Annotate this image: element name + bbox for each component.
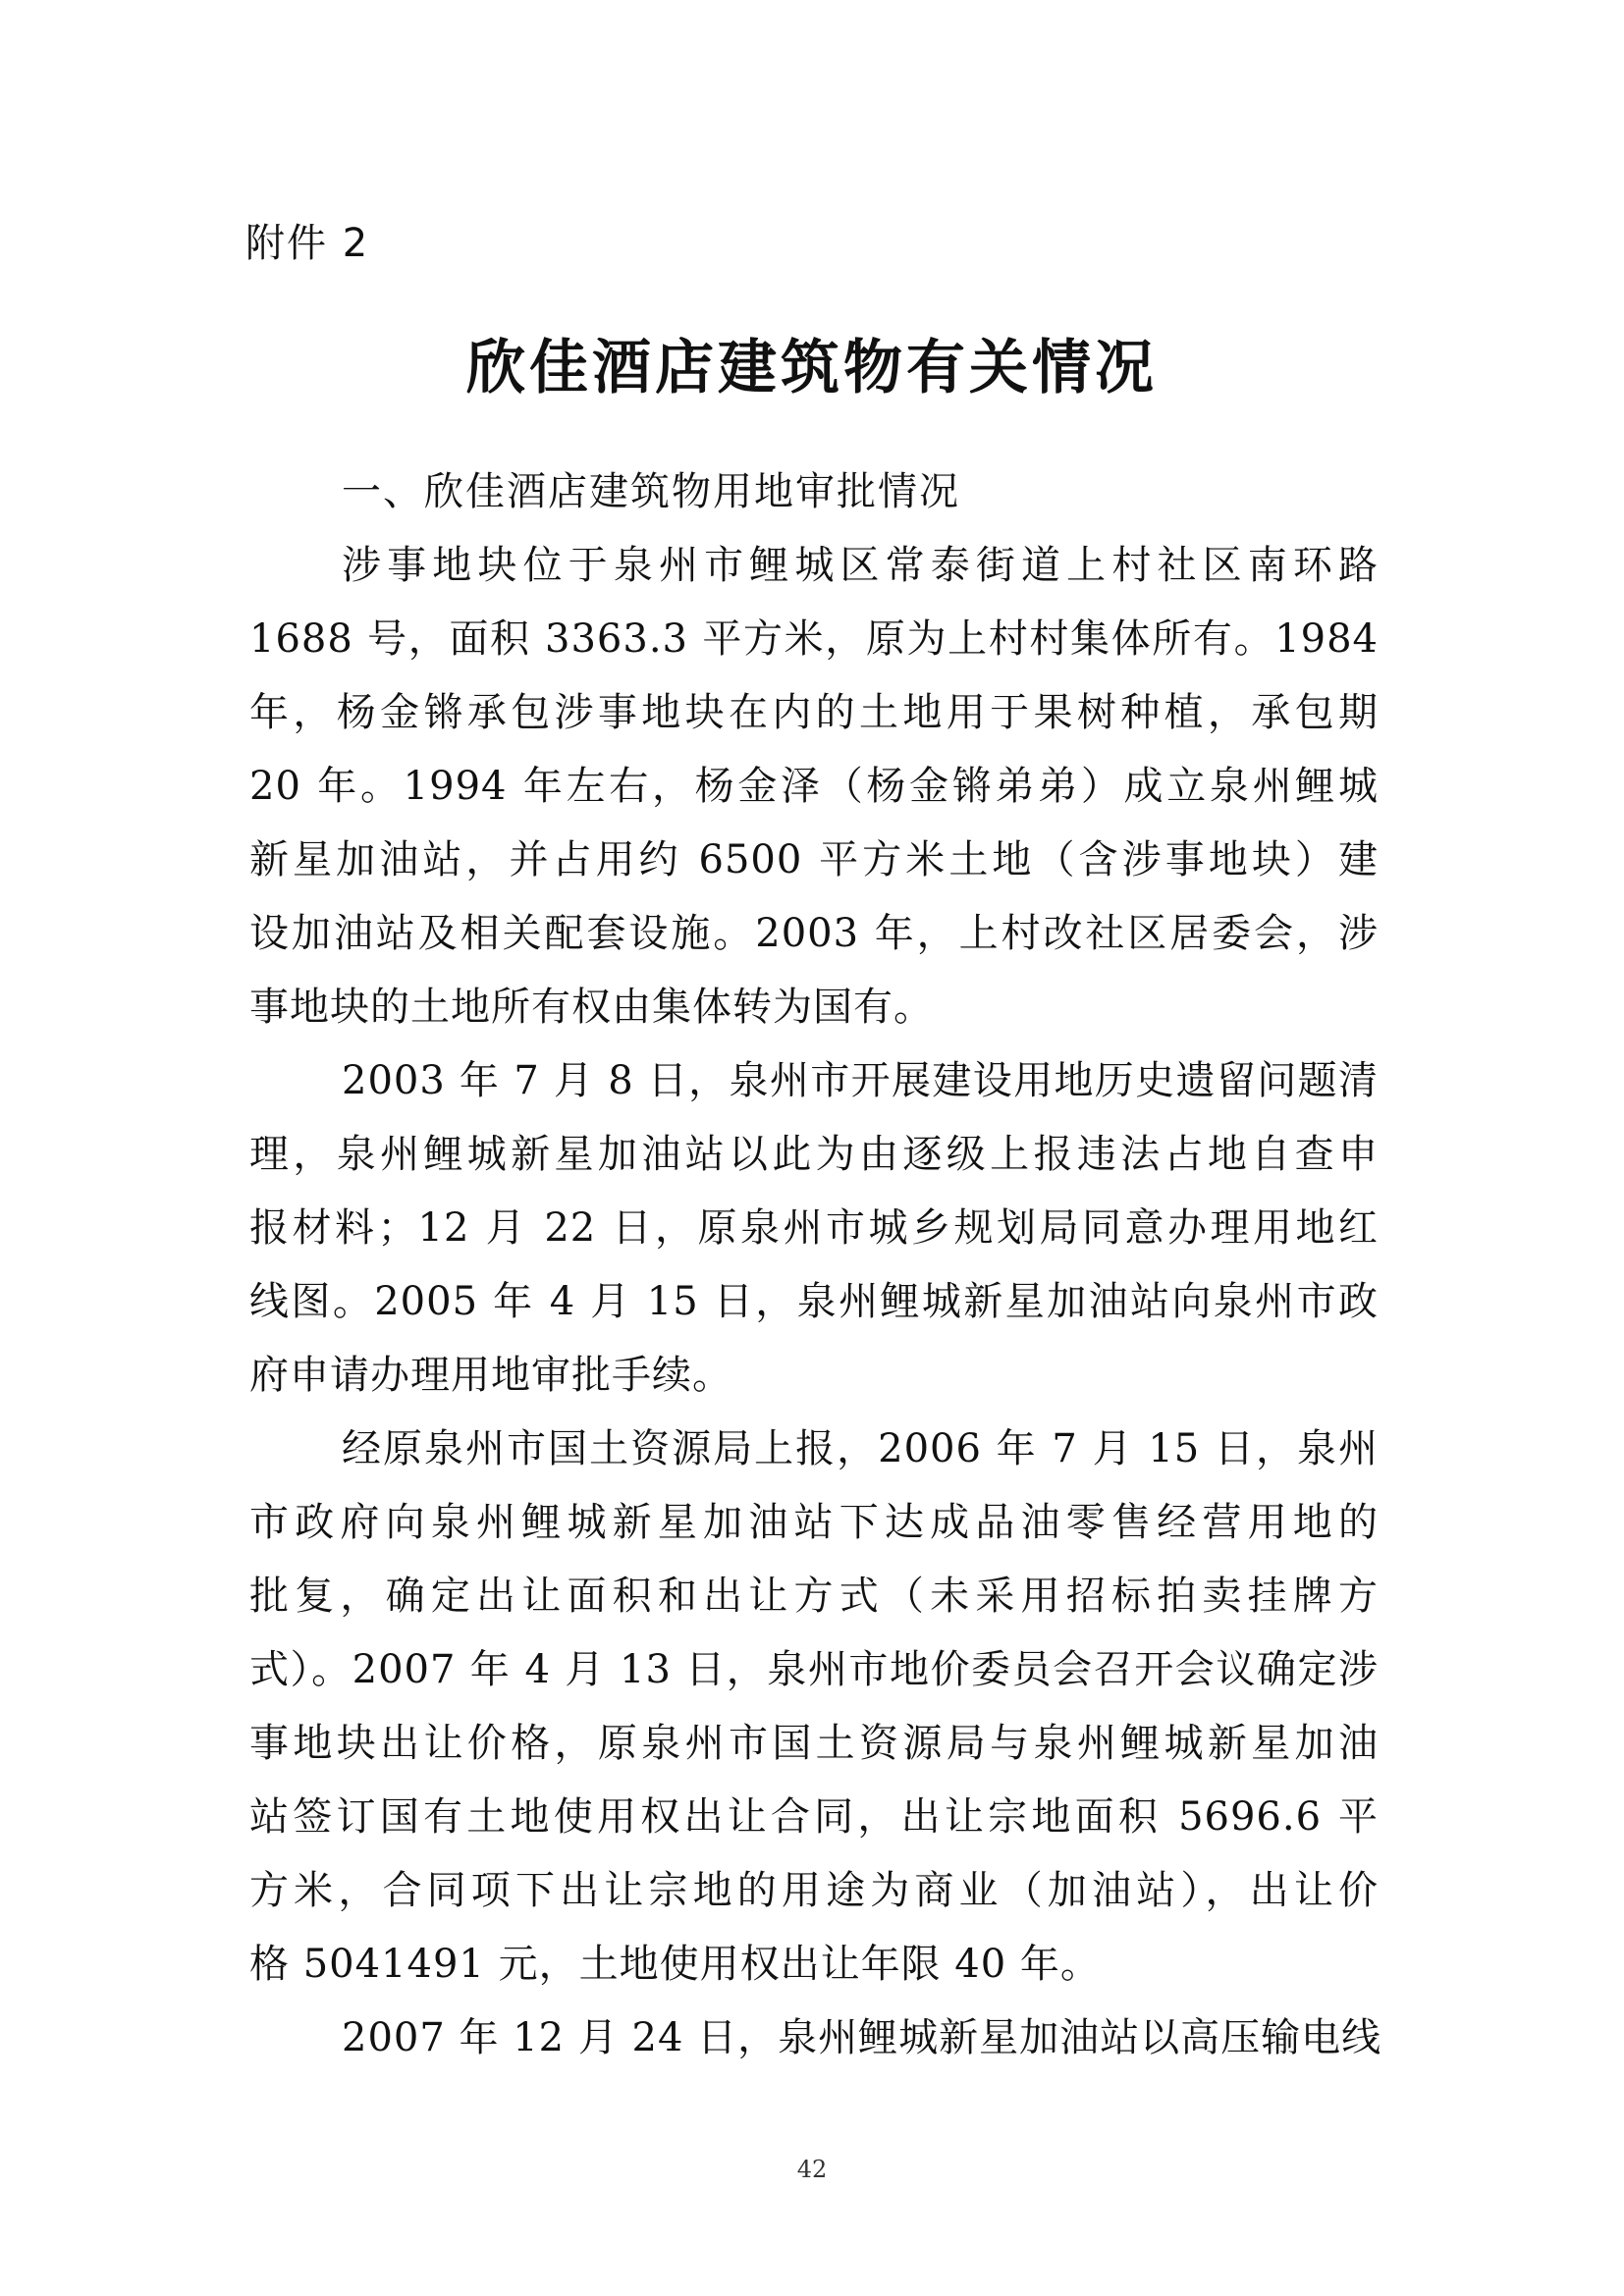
paragraph-list (249, 529, 1382, 2075)
paragraph-line: 方米，合同项下出让宗地的用途为商业（加油站），出让价 (249, 1868, 1379, 1913)
section-heading: 一、欣佳酒店建筑物用地审批情况 (342, 469, 960, 514)
paragraph (249, 2002, 1382, 2075)
paragraph-line: 经原泉州市国土资源局上报，2006 年 7 月 15 日，泉州 (342, 1426, 1379, 1471)
paragraph-line: 线图。2005 年 4 月 15 日，泉州鲤城新星加油站向泉州市政 (249, 1279, 1379, 1324)
paragraph-line: 站签订国有土地使用权出让合同，出让宗地面积 5696.6 平 (249, 1794, 1379, 1840)
paragraph-line: 1688 号，面积 3363.3 平方米，原为上村村集体所有。1984 (249, 616, 1379, 662)
paragraph-line: 2007 年 12 月 24 日，泉州鲤城新星加油站以高压输电线 (342, 2015, 1382, 2060)
page-number: 42 (796, 2156, 828, 2183)
paragraph (249, 1413, 1379, 2002)
paragraph (249, 1044, 1379, 1413)
paragraph-line: 年，杨金锵承包涉事地块在内的土地用于果树种植，承包期 (249, 690, 1379, 735)
paragraph-line: 批复，确定出让面积和出让方式（未采用招标拍卖挂牌方 (249, 1574, 1379, 1619)
paragraph-line: 市政府向泉州鲤城新星加油站下达成品油零售经营用地的 (249, 1500, 1379, 1545)
paragraph-line: 新星加油站，并占用约 6500 平方米土地（含涉事地块）建 (249, 837, 1379, 882)
paragraph-line: 20 年。1994 年左右，杨金泽（杨金锵弟弟）成立泉州鲤城 (249, 764, 1379, 809)
document-title: 欣佳酒店建筑物有关情况 (466, 334, 1158, 402)
paragraph-line: 理，泉州鲤城新星加油站以此为由逐级上报违法占地自查申 (249, 1132, 1379, 1177)
paragraph-line: 涉事地块位于泉州市鲤城区常泰街道上村社区南环路 (342, 543, 1379, 588)
document-body (249, 455, 1382, 2075)
attachment-label: 附件 2 (245, 221, 370, 266)
paragraph-line: 格 5041491 元，土地使用权出让年限 40 年。 (249, 1942, 1101, 1987)
paragraph (249, 529, 1379, 1044)
paragraph-line: 设加油站及相关配套设施。2003 年，上村改社区居委会，涉 (249, 911, 1379, 956)
paragraph-line: 报材料；12 月 22 日，原泉州市城乡规划局同意办理用地红 (249, 1205, 1379, 1251)
paragraph-line: 式）。2007 年 4 月 13 日，泉州市地价委员会召开会议确定涉 (249, 1647, 1379, 1692)
paragraph-line: 事地块的土地所有权由集体转为国有。 (249, 985, 934, 1030)
paragraph-line: 事地块出让价格，原泉州市国土资源局与泉州鲤城新星加油 (249, 1721, 1379, 1766)
paragraph-line: 2003 年 7 月 8 日，泉州市开展建设用地历史遗留问题清 (342, 1058, 1379, 1103)
paragraph-line: 府申请办理用地审批手续。 (249, 1353, 732, 1398)
